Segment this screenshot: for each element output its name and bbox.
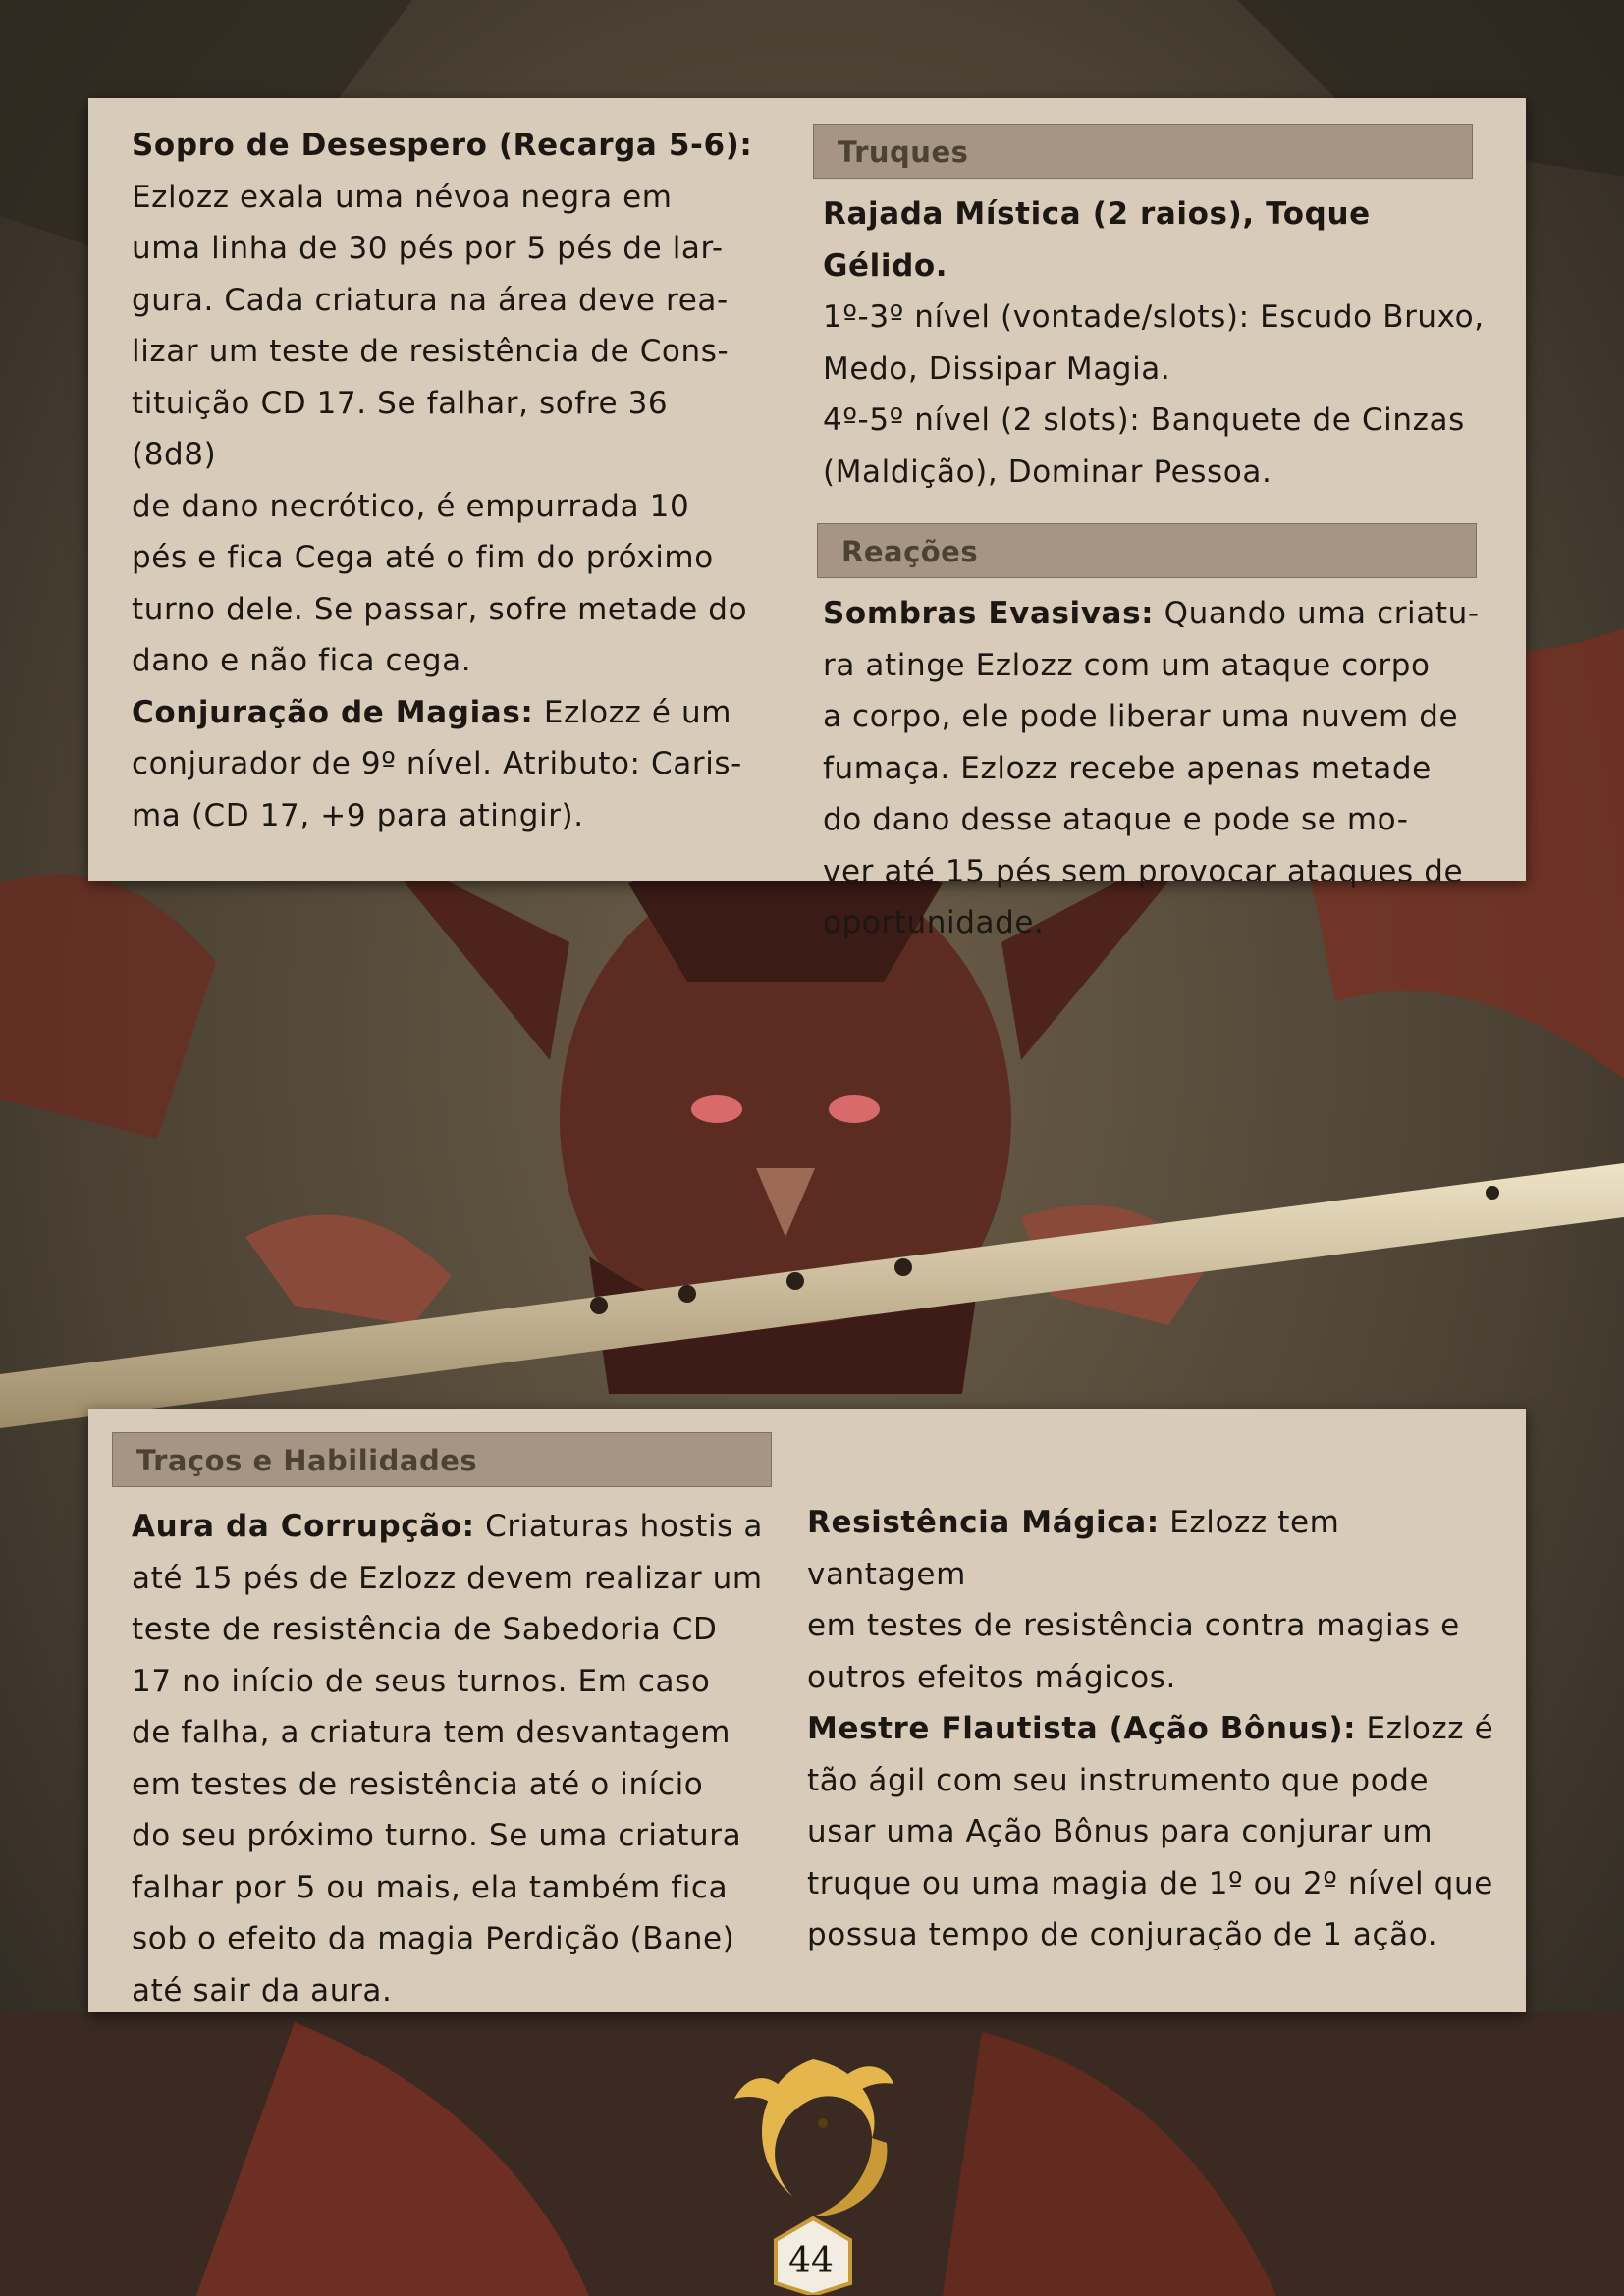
bottom-left-column — [112, 1432, 780, 2016]
reaction-sombras-evasivas: Sombras Evasivas: Quando uma criatu- ra atinge Ezlozz com um ataque corpo a corpo, ele pode liberar uma nuvem de fumaça. Ezlozz recebe apenas metade do dano desse ataque e pode se mo- ver até 15 pés sem provocar ataques de oportunidade. — [823, 596, 1480, 940]
ability-conjuracao-de-magias: Conjuração de Magias: Ezlozz é um conjurador de 9º nível. Atributo: Caris- ma (CD 17, +9 para atingir). — [132, 694, 742, 833]
spell-slots-list: 1º-3º nível (vontade/slots): Escudo Bruxo, Medo, Dissipar Magia. 4º-5º nível (2 slots): Banquete de Cinzas (Maldição), Dominar Pessoa. — [823, 299, 1485, 490]
ability-resistencia-magica: Resistência Mágica: Ezlozz tem vantagem em testes de resistência contra magias e outros efeitos mágicos. — [807, 1505, 1460, 1695]
ability-mestre-flautista: Mestre Flautista (Ação Bônus): Ezlozz é tão ágil com seu instrumento que pode usar uma Ação Bônus para conjurar um truque ou uma magia de 1º ou 2º nível que possua tempo de conjuração de 1 ação. — [807, 1711, 1494, 1952]
ability-aura-da-corrupcao: Aura da Corrupção: Criaturas hostis a até 15 pés de Ezlozz devem realizar um teste de resistência de Sabedoria CD 17 no início de seus turnos. Em caso de falha, a criatura tem desvantagem em testes de resistência até o início do seu próximo turno. Se uma criatura falhar por 5 ou mais, ela também fica sob o efeito da magia Perdição (Bane) até sair da aura. — [132, 1509, 763, 2008]
ability-title: Sombras Evasivas: — [823, 596, 1155, 631]
top-right-column — [823, 124, 1495, 949]
section-header-tracos-e-habilidades: Traços e Habilidades — [112, 1432, 772, 1487]
bottom-right-column — [807, 1432, 1504, 1961]
cantrips-list: Rajada Mística (2 raios), Toque Gélido. — [823, 196, 1371, 284]
section-header-reacoes: Reações — [817, 523, 1477, 578]
page-number: 44 — [788, 2241, 834, 2281]
section-header-truques: Truques — [813, 124, 1473, 179]
ability-title: Aura da Corrupção: — [132, 1509, 475, 1544]
bottom-stat-panel — [88, 1409, 1526, 2012]
top-stat-panel — [88, 98, 1526, 940]
ability-title: Mestre Flautista (Ação Bônus): — [807, 1711, 1357, 1746]
ability-title: Resistência Mágica: — [807, 1505, 1160, 1540]
ability-title: Conjuração de Magias: — [132, 694, 534, 730]
top-left-column — [132, 120, 760, 841]
ability-sopro-de-desespero: Sopro de Desespero (Recarga 5-6): Ezlozz exala uma névoa negra em uma linha de 30 pés por 5 pés de lar- gura. Cada criatura na área deve rea- lizar um teste de resistência de Cons- tituição CD 17. Se falhar, sofre 36 (8d8) de dano necrótico, é empurrada 10 pés e fica Cega até o fim do próximo turno dele. Se passar, sofre metade do dano e não fica cega. — [132, 128, 753, 678]
ability-title: Sopro de Desespero (Recarga 5-6): — [132, 128, 753, 163]
